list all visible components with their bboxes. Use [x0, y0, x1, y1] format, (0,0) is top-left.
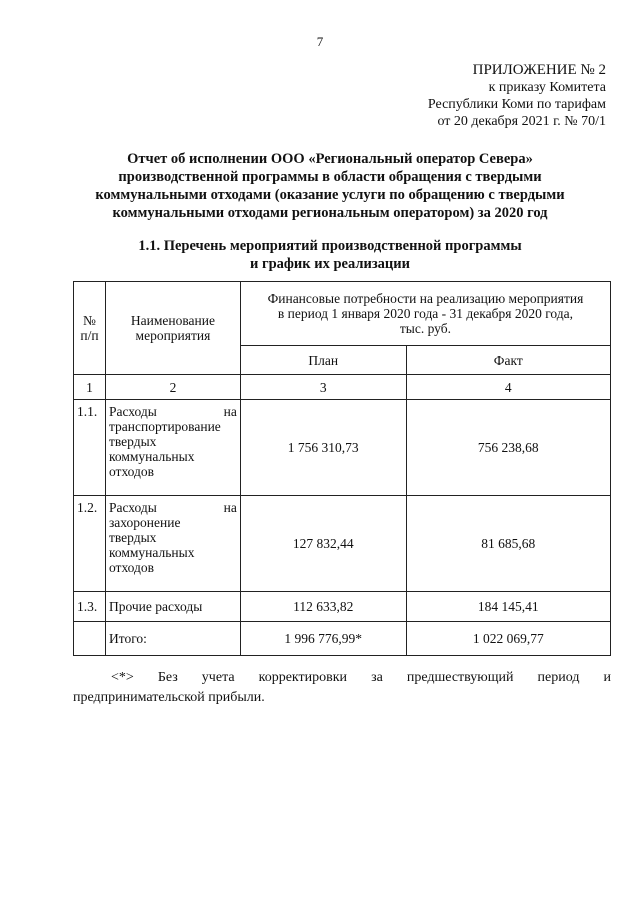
table-row	[74, 400, 611, 496]
desc-line: захоронение	[108, 515, 181, 530]
footnote	[73, 668, 611, 708]
index-cell: 4	[406, 375, 610, 400]
index-cell: 1	[74, 375, 106, 400]
row-description	[105, 496, 240, 592]
total-plan: 1 996 776,99*	[240, 622, 406, 656]
page-number: 7	[316, 34, 324, 49]
header-finance-line: Финансовые потребности на реализацию мероприятия	[267, 291, 584, 306]
section-title-line: 1.1. Перечень мероприятий производственной программы	[138, 238, 522, 254]
appendix-line: от 20 декабря 2021 г. № 70/1	[437, 114, 606, 129]
desc-line: отходов	[108, 560, 155, 575]
header-finance-line: тыс. руб.	[399, 321, 451, 336]
total-label: Итого:	[105, 622, 240, 656]
desc-line: твердых	[108, 434, 157, 449]
title-line: производственной программы в области обращения с твердыми	[118, 169, 542, 185]
measures-table	[73, 281, 611, 656]
header-finance-line: в период 1 января 2020 года - 31 декабря 2020 года,	[277, 306, 574, 321]
index-cell: 2	[105, 375, 240, 400]
row-num: 1.3.	[74, 592, 106, 622]
header-name-line: мероприятия	[135, 328, 211, 343]
desc-line: Расходы на	[108, 500, 237, 515]
title-line: Отчет об исполнении ООО «Региональный оператор Севера»	[127, 151, 533, 167]
title-line: коммунальными отходами (оказание услуги по обращению с твердыми	[95, 187, 565, 203]
row-plan: 127 832,44	[240, 496, 406, 592]
header-num	[74, 282, 106, 375]
table-row	[74, 496, 611, 592]
row-description	[105, 400, 240, 496]
table-total-row	[74, 622, 611, 656]
desc-line: Расходы на	[108, 404, 237, 419]
desc-line: коммунальных	[108, 545, 195, 560]
index-cell: 3	[240, 375, 406, 400]
appendix-line: к приказу Комитета	[488, 80, 606, 95]
row-fact: 81 685,68	[406, 496, 610, 592]
header-num-line: п/п	[80, 328, 99, 343]
desc-line: коммунальных	[108, 449, 195, 464]
appendix-header	[428, 62, 606, 130]
title-line: коммунальными отходами региональным оператором) за 2020 год	[112, 205, 548, 221]
row-plan: 112 633,82	[240, 592, 406, 622]
desc-line: отходов	[108, 464, 155, 479]
row-plan: 1 756 310,73	[240, 400, 406, 496]
total-num	[74, 622, 106, 656]
header-num-line: №	[83, 313, 96, 328]
row-num: 1.1.	[74, 400, 106, 496]
header-fact: Факт	[406, 346, 610, 375]
footnote-line: <*> Без учета корректировки за предшествующий период и	[111, 670, 611, 685]
table-row	[74, 592, 611, 622]
appendix-line: Республики Коми по тарифам	[427, 97, 606, 112]
header-finance	[240, 282, 610, 346]
header-name	[105, 282, 240, 375]
row-fact: 756 238,68	[406, 400, 610, 496]
total-fact: 1 022 069,77	[406, 622, 610, 656]
table-index-row	[74, 375, 611, 400]
row-num: 1.2.	[74, 496, 106, 592]
document-title	[60, 150, 600, 222]
header-name-line: Наименование	[130, 313, 215, 328]
footnote-line: предпринимательской прибыли.	[73, 690, 265, 705]
desc-line: транспортирование	[108, 419, 221, 434]
header-plan: План	[240, 346, 406, 375]
section-title	[60, 237, 600, 273]
row-description: Прочие расходы	[105, 592, 240, 622]
table-header-row	[74, 282, 611, 346]
appendix-title: ПРИЛОЖЕНИЕ № 2	[472, 62, 606, 78]
row-fact: 184 145,41	[406, 592, 610, 622]
desc-line: твердых	[108, 530, 157, 545]
section-title-line: и график их реализации	[250, 256, 410, 272]
